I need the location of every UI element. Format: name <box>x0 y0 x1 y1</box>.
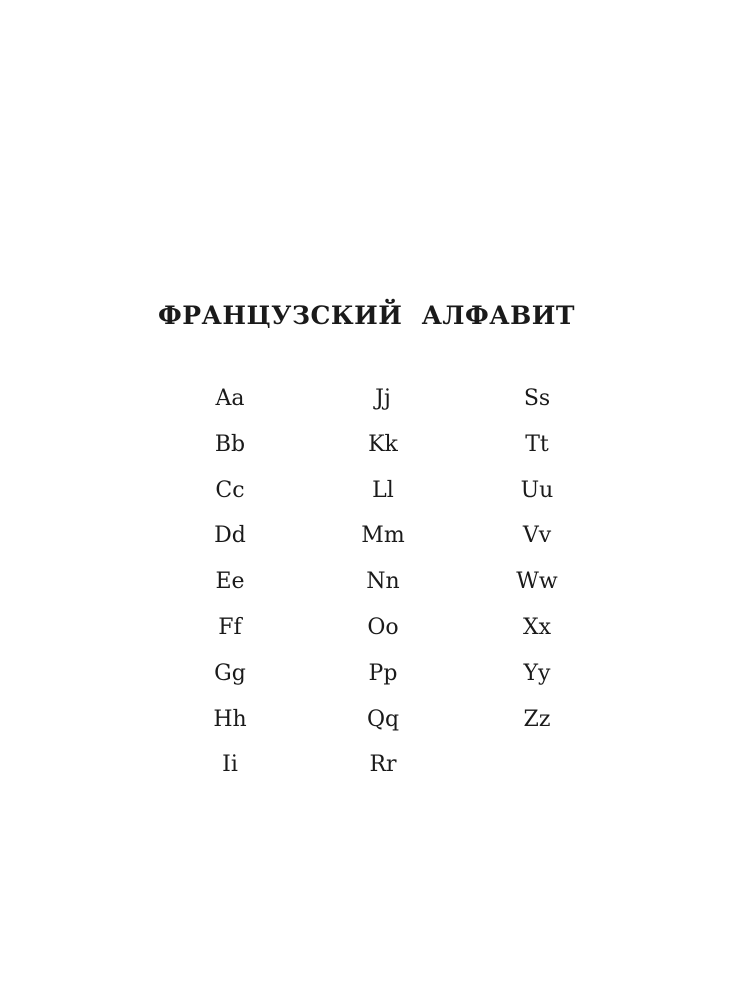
alphabet-column-2 <box>323 376 443 788</box>
letter-pair: Tt <box>525 431 549 457</box>
letter-pair: Uu <box>520 477 554 503</box>
letter-pair: Qq <box>366 706 400 732</box>
letter-pair: Zz <box>523 706 551 732</box>
letter-pair: Pp <box>368 660 398 686</box>
letter-pair: Mm <box>361 523 405 549</box>
letter-pair: Vv <box>522 523 552 549</box>
letter-pair: Ll <box>372 477 394 503</box>
letter-pair: Ww <box>516 569 558 595</box>
letter-pair: Gg <box>214 660 246 686</box>
letter-pair: Oo <box>367 614 399 640</box>
letter-pair: Yy <box>523 660 551 686</box>
alphabet-column-3 <box>477 376 597 742</box>
letter-pair: Ss <box>523 386 551 411</box>
letter-pair: Aa <box>215 386 245 411</box>
letter-pair: Bb <box>214 431 246 457</box>
letter-pair: Jj <box>375 386 391 411</box>
letter-pair: Xx <box>522 614 552 640</box>
letter-pair: Cc <box>215 477 245 503</box>
letter-pair: Kk <box>368 431 398 457</box>
letter-pair: Ii <box>222 752 238 778</box>
alphabet-column-1 <box>170 376 290 788</box>
letter-pair: Dd <box>214 523 246 549</box>
letter-pair: Nn <box>366 569 400 595</box>
letter-pair: Hh <box>213 706 247 732</box>
page-title: ФРАНЦУЗСКИЙ АЛФАВИТ <box>158 301 575 330</box>
letter-pair: Ff <box>218 614 242 640</box>
letter-pair: Ee <box>215 569 245 595</box>
letter-pair: Rr <box>369 752 397 778</box>
